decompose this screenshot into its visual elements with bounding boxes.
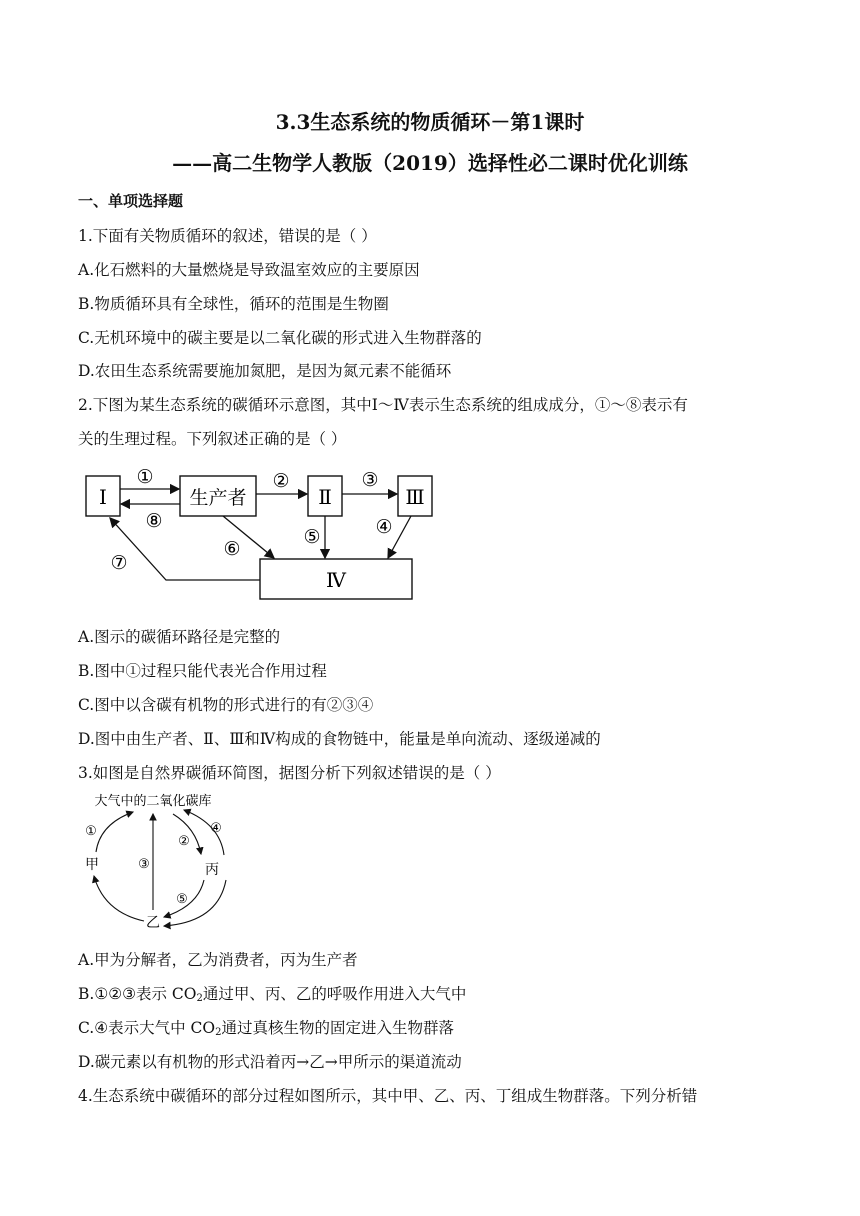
q1-stem: 1.下面有关物质循环的叙述，错误的是（ ） (78, 227, 377, 245)
q1-option-d: D.农田生态系统需要施加氮肥，是因为氮元素不能循环 (78, 362, 452, 380)
num-4: ④ (210, 821, 222, 836)
num-2: ② (178, 834, 190, 849)
q2-option-b: B.图中①过程只能代表光合作用过程 (78, 662, 327, 680)
q2-option-c: C.图中以含碳有机物的形式进行的有②③④ (78, 696, 374, 714)
q1-option-c: C.无机环境中的碳主要是以二氧化碳的形式进入生物群落的 (78, 329, 482, 347)
node-jia: 甲 (85, 857, 99, 873)
q2-stem-line-2: 关的生理过程。下列叙述正确的是（ ） (78, 430, 347, 448)
section-heading: 一、单项选择题 (78, 192, 184, 210)
q2-option-d: D.图中由生产者、Ⅱ、Ⅲ和Ⅳ构成的食物链中，能量是单向流动、逐级递减的 (78, 730, 601, 748)
q3-stem: 3.如图是自然界碳循环简图，据图分析下列叙述错误的是（ ） (78, 764, 501, 782)
carbon-cycle-diagram-q3 (78, 790, 248, 935)
num-7: ⑦ (110, 552, 128, 574)
num-6: ⑥ (223, 538, 241, 560)
num-4: ④ (375, 516, 393, 538)
num-3: ③ (138, 857, 150, 872)
box-ii-label: Ⅱ (318, 485, 332, 509)
q3-option-d: D.碳元素以有机物的形式沿着丙→乙→甲所示的渠道流动 (78, 1053, 462, 1071)
title-line-1: 3.3生态系统的物质循环－第1课时 (275, 110, 585, 134)
num-3: ③ (361, 469, 379, 491)
title-line-2: ——高二生物学人教版（2019）选择性必二课时优化训练 (172, 151, 688, 175)
arrow-bing-to-yi-outer (164, 880, 226, 926)
box-iii-label: Ⅲ (405, 485, 425, 509)
box-iv-label: Ⅳ (326, 568, 346, 592)
atmosphere-co2-label: 大气中的二氧化碳库 (94, 794, 212, 809)
box-i-label: Ⅰ (99, 485, 107, 509)
carbon-cycle-diagram-q2 (78, 462, 448, 607)
num-8: ⑧ (145, 510, 163, 532)
q3-option-c: C.④表示大气中 $CO_2$通过真核生物的固定进入生物群落 (78, 1019, 455, 1038)
num-2: ② (272, 470, 290, 492)
q2-option-a: A.图示的碳循环路径是完整的 (78, 628, 281, 646)
arrow-1 (96, 812, 133, 852)
q1-option-a: A.化石燃料的大量燃烧是导致温室效应的主要原因 (78, 261, 420, 279)
num-5: ⑤ (303, 526, 321, 548)
num-1: ① (85, 824, 97, 839)
q2-stem-line-1: 2.下图为某生态系统的碳循环示意图，其中Ⅰ～Ⅳ表示生态系统的组成成分，①～⑧表示有 (78, 396, 688, 414)
q3-option-b: B.①②③表示 $CO_2$通过甲、丙、乙的呼吸作用进入大气中 (78, 985, 467, 1004)
node-yi: 乙 (146, 915, 160, 931)
num-5: ⑤ (176, 892, 188, 907)
q1-option-b: B.物质循环具有全球性，循环的范围是生物圈 (78, 295, 389, 313)
box-producer-label: 生产者 (189, 487, 247, 509)
q3-option-a: A.甲为分解者，乙为消费者，丙为生产者 (78, 951, 358, 969)
node-bing: 丙 (205, 862, 219, 878)
q4-stem-line-1: 4.生态系统中碳循环的部分过程如图所示，其中甲、乙、丙、丁组成生物群落。下列分析错 (78, 1087, 698, 1105)
num-1: ① (136, 466, 154, 488)
arrow-yi-to-jia (94, 876, 144, 921)
